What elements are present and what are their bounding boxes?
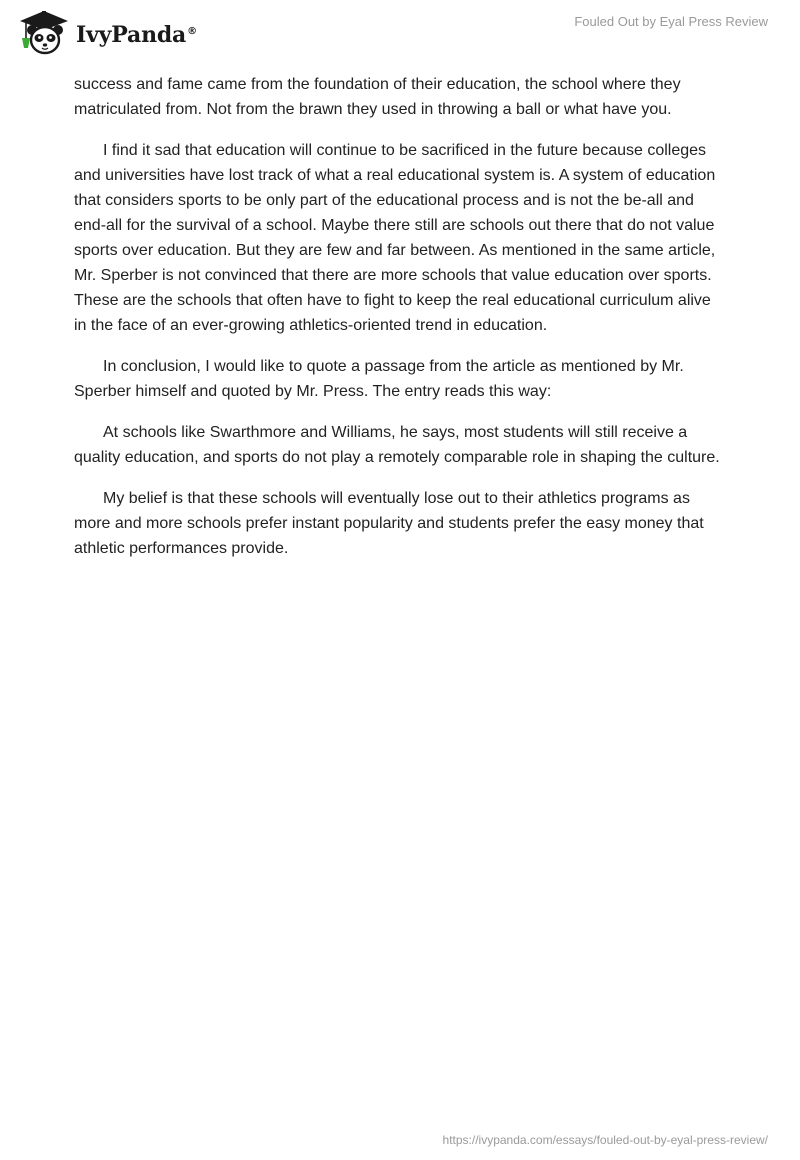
paragraph: My belief is that these schools will eventually lose out to their athletics programs as more and more schools prefer instant popularity and students prefer the easy money that athletic performances provide. [74, 490, 704, 557]
source-url[interactable]: https://ivypanda.com/essays/fouled-out-by-eyal-press-review/ [442, 1133, 768, 1147]
page-header [0, 0, 800, 70]
panda-graduation-cap-icon [14, 8, 72, 58]
essay-body [74, 72, 726, 577]
brand-logo[interactable] [14, 8, 197, 58]
brand-name: IvyPanda® [76, 22, 197, 48]
brand-registered-mark: ® [187, 25, 197, 37]
paragraph: I find it sad that education will continue to be sacrificed in the future because colleges and universities have lost track of what a real educational system is. A system of education that considers sports to be only part of the educational process and is not the be-all and end-all for the survival of a school. Maybe there still are schools out there that do not value sports over education. But they are few and far between. As mentioned in the same article, Mr. Sperber is not convinced that there are more schools that value education over sports. These are the schools that often have to fight to keep the real educational curriculum alive in the face of an ever-growing athletics-oriented trend in education. [74, 142, 716, 334]
paragraph: In conclusion, I would like to quote a passage from the article as mentioned by Mr. Sperber himself and quoted by Mr. Press. The entry reads this way: [74, 358, 684, 400]
document-title: Fouled Out by Eyal Press Review [574, 14, 768, 29]
paragraph: success and fame came from the foundation of their education, the school where they matriculated from. Not from the brawn they used in throwing a ball or what have you. [74, 76, 681, 118]
quote-paragraph: At schools like Swarthmore and Williams, he says, most students will still receive a quality education, and sports do not play a remotely comparable role in shaping the culture. [74, 424, 720, 466]
